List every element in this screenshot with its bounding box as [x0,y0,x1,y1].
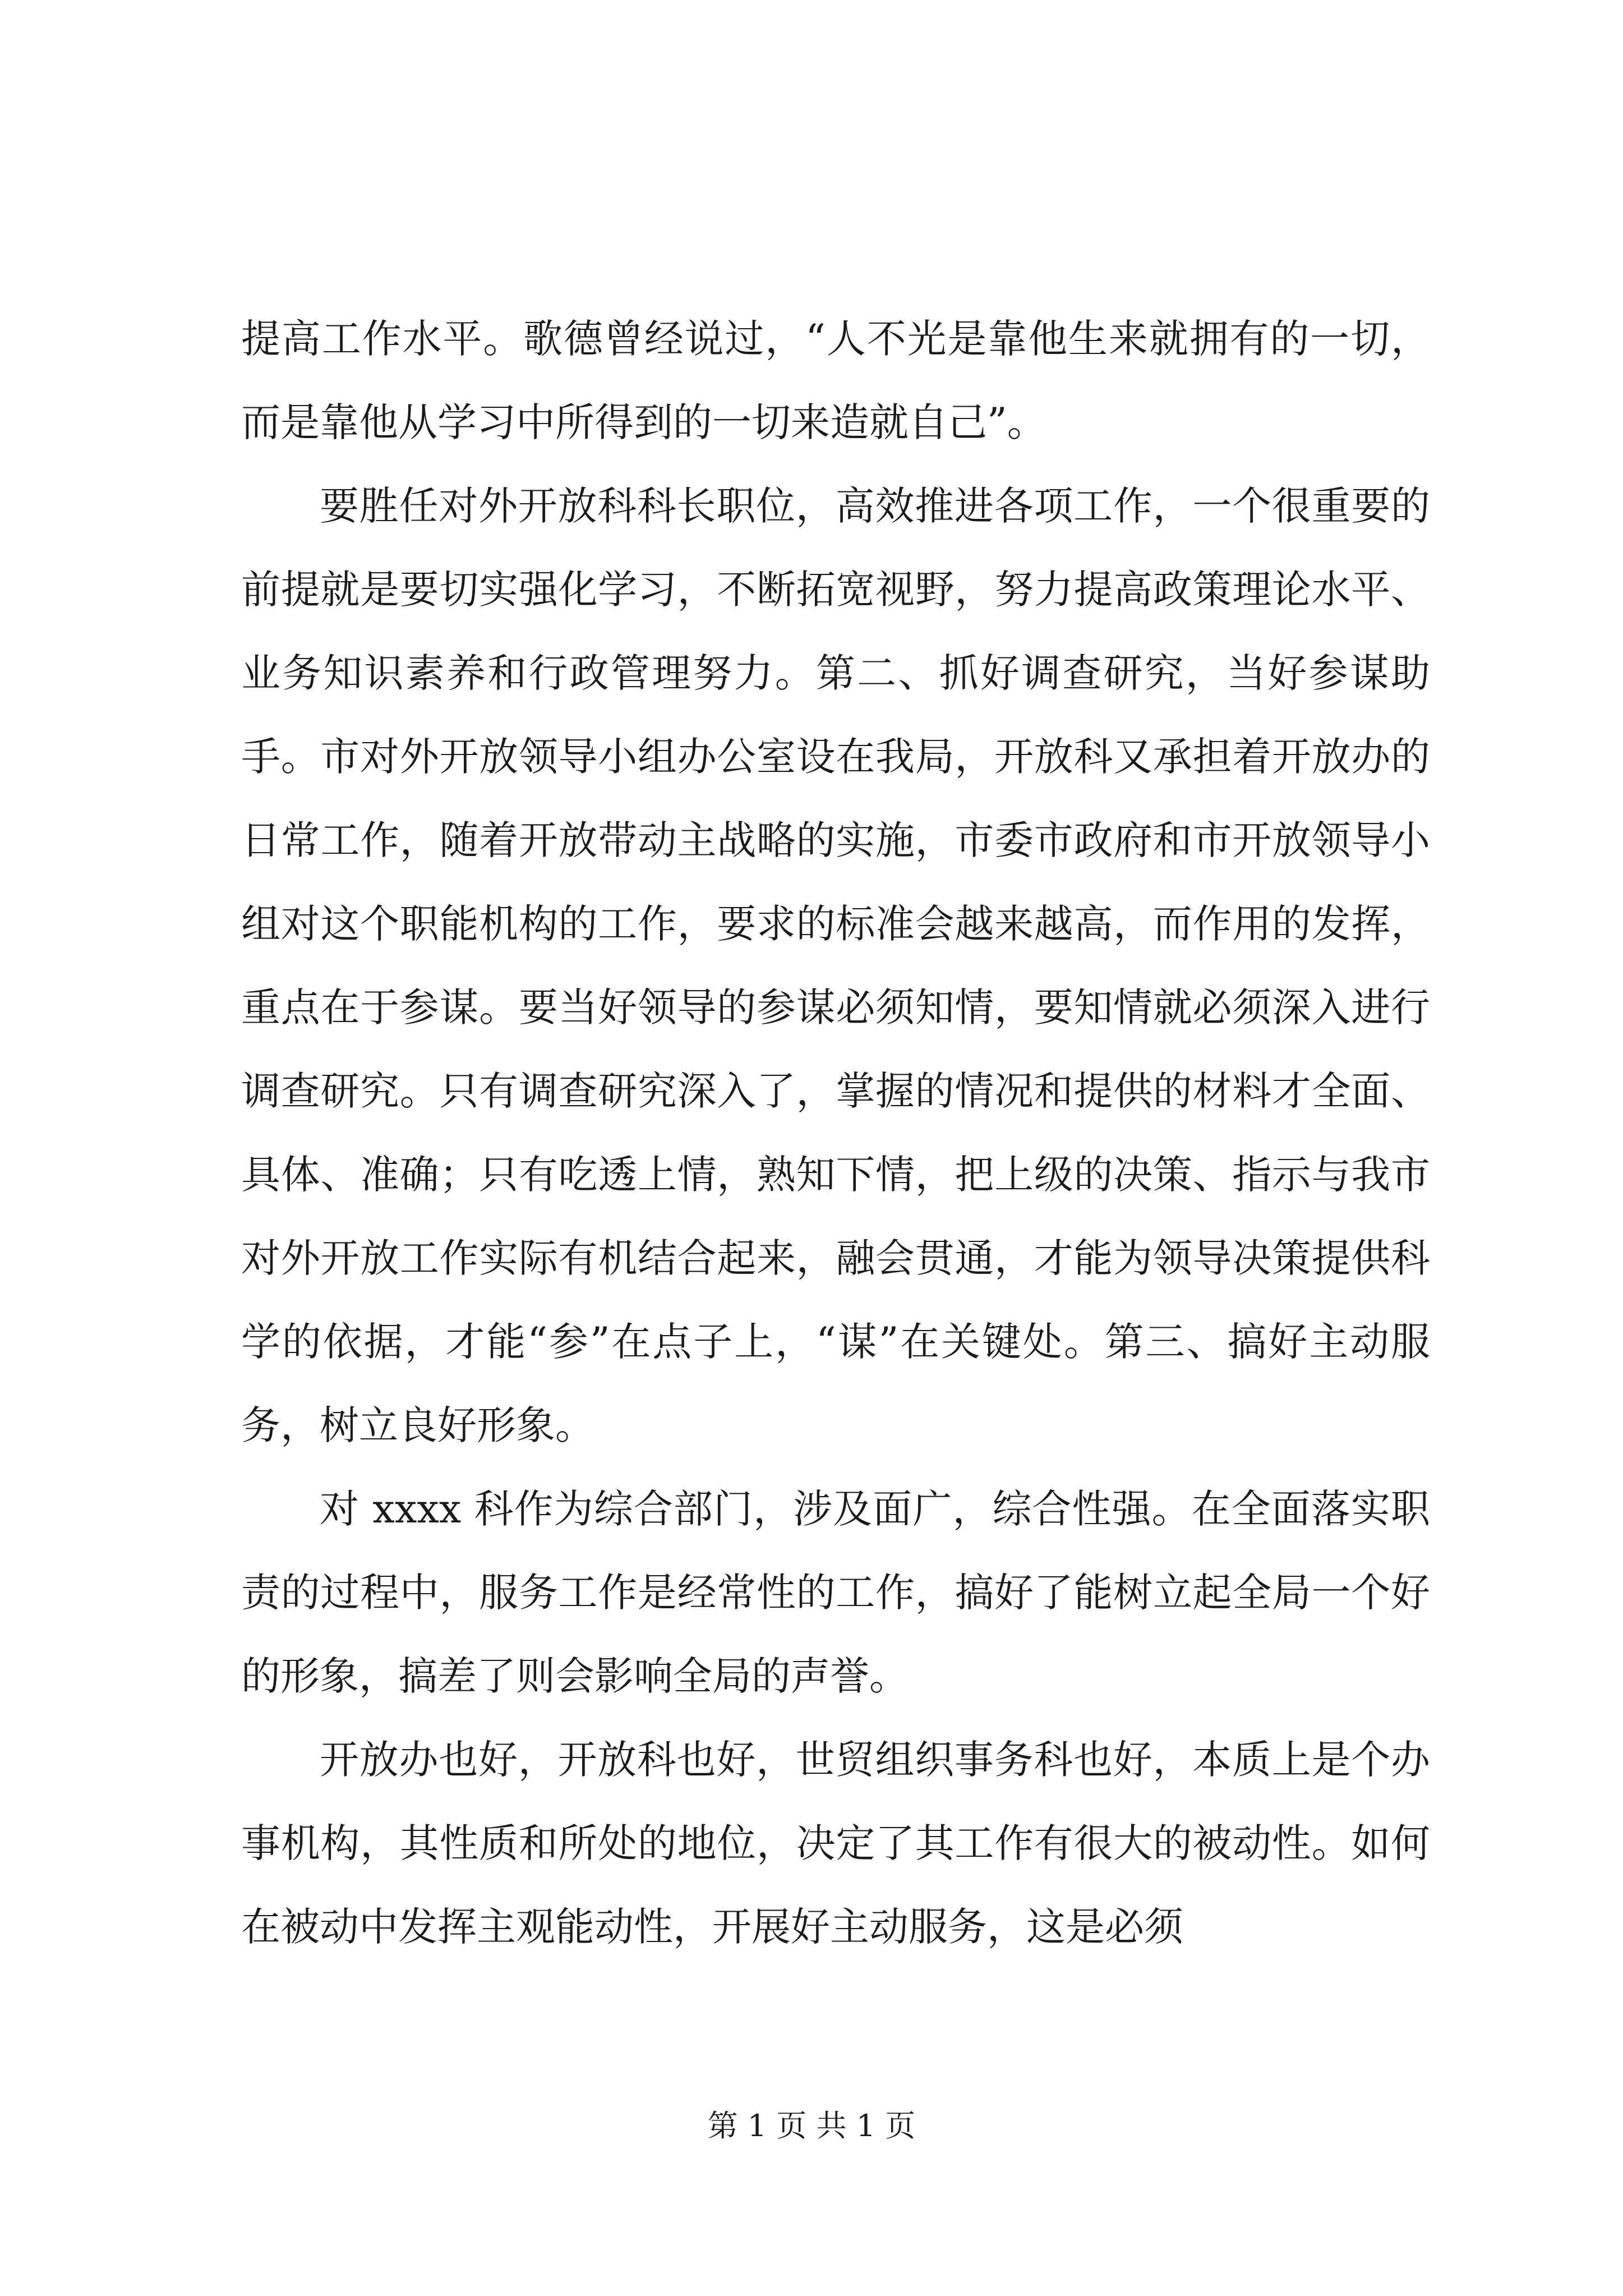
paragraph-4: 开放办也好，开放科也好，世贸组织事务科也好，本质上是个办事机构，其性质和所处的地位，决定了其工作有很大的被动性。如何在被动中发挥主观能动性，开展好主动服务，这是必须 [241,1737,1430,1950]
paragraph-3: 对 xxxx 科作为综合部门，涉及面广，综合性强。在全面落实职责的过程中，服务工作是经常性的工作，搞好了能树立起全局一个好的形象，搞差了则会影响全局的声誉。 [241,1486,1430,1699]
paragraph-1: 提高工作水平。歌德曾经说过，“人不光是靠他生来就拥有的一切，而是靠他从学习中所得到的一切来造就自己”。 [241,316,1430,445]
paragraph-2: 要胜任对外开放科科长职位，高效推进各项工作，一个很重要的前提就是要切实强化学习，不断拓宽视野，努力提高政策理论水平、业务知识素养和行政管理努力。第二、抓好调查研究，当好参谋助手。市对外开放领导小组办公室设在我局，开放科又承担着开放办的日常工作，随着开放带动主战略的实施，市委市政府和市开放领导小组对这个职能机构的工作，要求的标准会越来越高，而作用的发挥，重点在于参谋。要当好领导的参谋必须知情，要知情就必须深入进行调查研究。只有调查研究深入了，掌握的情况和提供的材料才全面、具体、准确；只有吃透上情，熟知下情，把上级的决策、指示与我市对外开放工作实际有机结合起来，融会贯通，才能为领导决策提供科学的依据，才能“参”在点子上，“谋”在关键处。第三、搞好主动服务，树立良好形象。 [241,483,1430,1448]
body-text [241,297,1430,1969]
page-footer: 第 1 页 共 1 页 [707,2108,916,2143]
